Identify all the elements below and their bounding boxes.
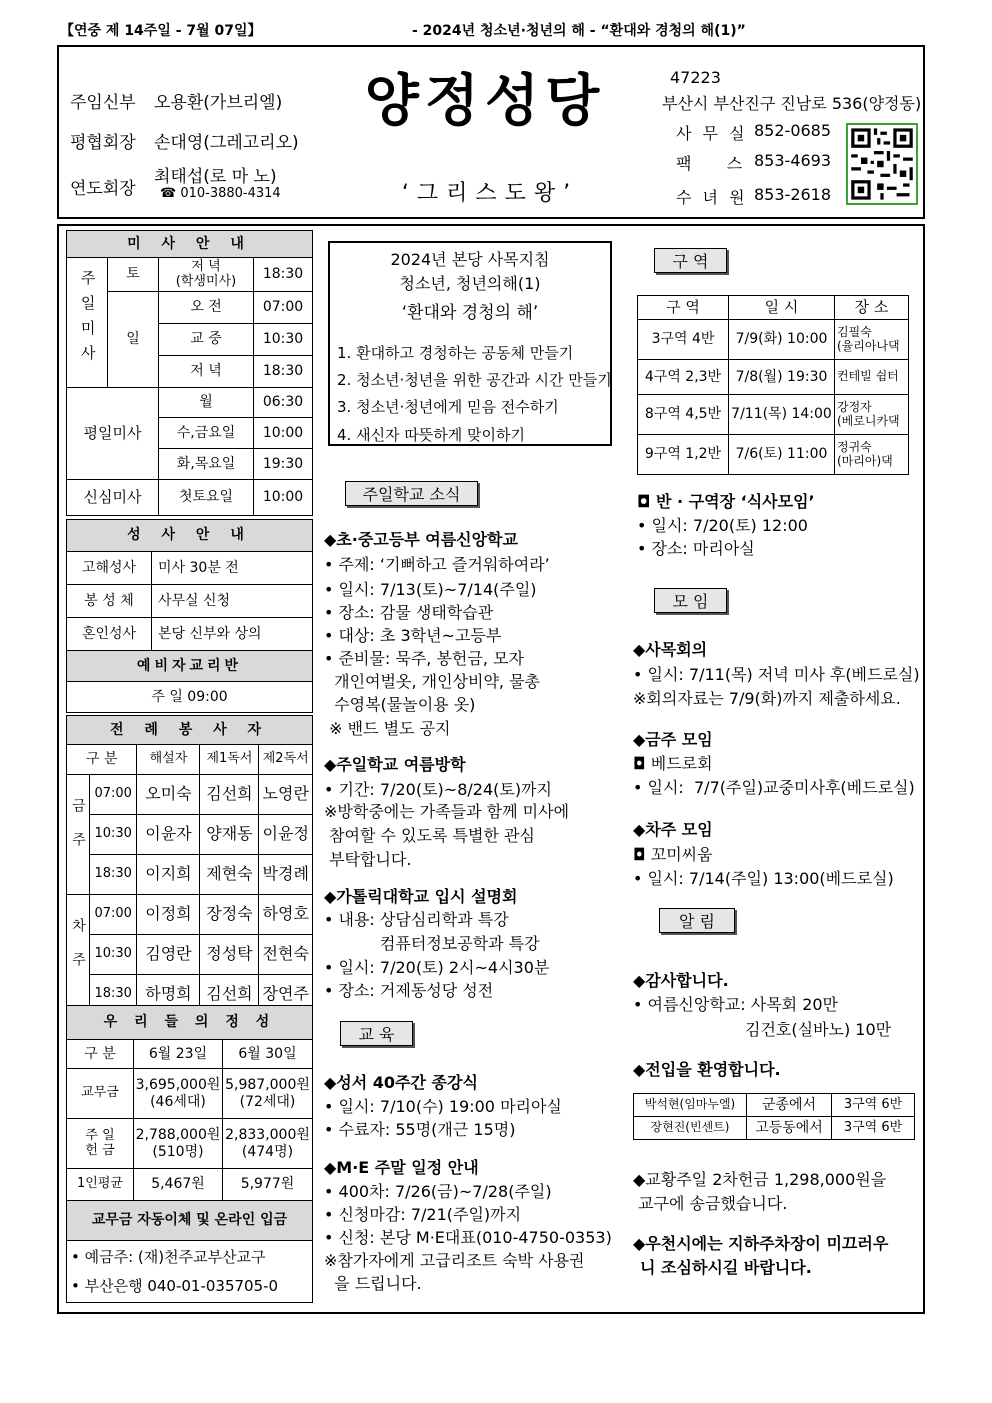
admission-line: • 일시: 7/20(토) 2시~4시30분 xyxy=(324,958,550,977)
district-area: 9구역 1,2반 xyxy=(638,435,729,475)
rain-notice-line: 니 조심하시길 바랍니다. xyxy=(640,1258,812,1277)
camp-line: • 일시: 7/13(토)~7/14(주일) xyxy=(324,580,537,599)
minister-time: 10:30 xyxy=(90,815,137,855)
mass-title: 미 사 안 내 xyxy=(67,231,313,258)
account-holder: • 예금주: (재)천주교부산교구 xyxy=(71,1248,266,1266)
admission-line: • 장소: 거제동성당 성전 xyxy=(324,981,494,1000)
mass-table xyxy=(66,230,313,516)
minister-name: 김선희 xyxy=(200,975,259,1015)
catechumen-time: 주 일 09:00 xyxy=(67,682,313,713)
notice-label: 알 림 xyxy=(659,908,735,933)
policy-title: 2024년 본당 사목지침 xyxy=(390,250,550,269)
next-week-line: • 일시: 7/14(주일) 13:00(베드로실) xyxy=(633,869,894,888)
bible-line: • 수료자: 55명(개근 15명) xyxy=(324,1120,516,1139)
offering-value: 3,695,000원 (46세대) xyxy=(134,1069,223,1119)
offering-value: 5,987,000원 (72세대) xyxy=(223,1069,313,1119)
this-week-line: • 일시: 7/7(주일)교중미사후(베드로실) xyxy=(633,778,915,797)
council-line: • 일시: 7/11(목) 저녁 미사 후(베드로실) xyxy=(633,665,920,684)
me-line: 을 드립니다. xyxy=(324,1274,422,1293)
district-table xyxy=(637,295,909,475)
ministers-header: 해설자 xyxy=(137,745,200,775)
sunday-school-label: 주일학교 소식 xyxy=(345,481,478,506)
weekday-row-name: 월 xyxy=(159,388,254,418)
me-title: ◆M·E 주말 일정 안내 xyxy=(324,1158,479,1177)
mass-row-time: 10:30 xyxy=(254,324,313,356)
offering-value: 2,788,000원 (510명) xyxy=(134,1119,223,1169)
council-title: ◆사목회의 xyxy=(633,640,708,659)
welcome-area: 3구역 6반 xyxy=(832,1117,915,1140)
offering-row-name: 교무금 xyxy=(67,1069,134,1119)
parish-title: 양정성당 xyxy=(364,69,606,134)
group-label-next-week: 차주 xyxy=(70,918,87,987)
contact-number-1: 852-0685 xyxy=(754,121,832,140)
minister-name: 하영호 xyxy=(259,895,313,935)
district-place: 강정자 (베로니카댁 xyxy=(835,395,909,435)
sacrament-value: 미사 30분 전 xyxy=(152,552,313,585)
thanks-title: ◆감사합니다. xyxy=(633,971,729,990)
weekday-mass-label: 평일미사 xyxy=(67,388,159,480)
this-week-line: ◘ 베드로회 xyxy=(633,754,713,773)
welcome-from: 군종에서 xyxy=(747,1094,832,1117)
minister-name: 이윤자 xyxy=(137,815,200,855)
mass-row-time: 18:30 xyxy=(254,258,313,292)
sacrament-value: 본당 신부와 상의 xyxy=(152,618,313,651)
minister-name: 김선희 xyxy=(200,775,259,815)
district-area: 3구역 4반 xyxy=(638,320,729,360)
rain-notice-line: ◆우천시에는 지하주차장이 미끄러우 xyxy=(633,1234,889,1253)
welcome-name: 장현진(빈센트) xyxy=(634,1117,747,1140)
district-area: 8구역 4,5반 xyxy=(638,395,729,435)
minister-name: 김영란 xyxy=(137,935,200,975)
bible-title: ◆성서 40주간 종강식 xyxy=(324,1073,478,1092)
admission-title: ◆가톨릭대학교 입시 설명회 xyxy=(324,887,518,906)
bible-line: • 일시: 7/10(수) 19:00 마리아실 xyxy=(324,1097,562,1116)
policy-slogan: ‘환대와 경청의 해’ xyxy=(401,303,539,323)
welcome-from: 고등동에서 xyxy=(747,1117,832,1140)
mass-row-time: 07:00 xyxy=(254,292,313,324)
district-header: 일 시 xyxy=(729,296,835,320)
mass-row-time: 18:30 xyxy=(254,356,313,388)
offering-value: 2,833,000원 (474명) xyxy=(223,1119,313,1169)
week-label: 【연중 제 14주일 - 7월 07일】 xyxy=(60,23,262,39)
minister-name: 하명희 xyxy=(137,975,200,1015)
welcome-table xyxy=(633,1093,915,1140)
district-header: 구 역 xyxy=(638,296,729,320)
offering-header: 6월 30일 xyxy=(223,1040,313,1069)
minister-time: 07:00 xyxy=(90,775,137,815)
year-theme: - 2024년 청소년·청년의 해 - “환대와 경청의 해(1)” xyxy=(412,23,746,39)
district-place: 김필숙 (율리아나댁 xyxy=(835,320,909,360)
policy-item: 4. 새신자 따뜻하게 맞이하기 xyxy=(337,426,526,444)
ministers-title: 전 례 봉 사 자 xyxy=(67,716,313,745)
policy-subtitle: 청소년, 청년의해(1) xyxy=(399,274,541,293)
contact-label-3: 수 녀 원 xyxy=(676,188,748,207)
address: 부산시 부산진구 진남로 536(양정동) xyxy=(662,94,922,113)
district-date: 7/11(목) 14:00 xyxy=(729,395,835,435)
contact-label-2: 팩 스 xyxy=(676,154,746,173)
district-date: 7/9(화) 10:00 xyxy=(729,320,835,360)
camp-title: ◆초·중고등부 여름신앙학교 xyxy=(324,530,518,549)
offering-header: 구 분 xyxy=(67,1040,134,1069)
education-label: 교 육 xyxy=(340,1021,413,1046)
thanks-line: 김건호(실바노) 10만 xyxy=(745,1020,892,1039)
welcome-area: 3구역 6반 xyxy=(832,1094,915,1117)
offering-table xyxy=(66,1005,313,1303)
camp-line: • 주제: ‘기뻐하고 즐거워하여라’ xyxy=(324,555,550,574)
sunday-label: 일 xyxy=(108,292,159,388)
catechumen-title: 예비자교리반 xyxy=(67,651,313,682)
me-line: • 신청: 본당 M·E대표(010-4750-0353) xyxy=(324,1228,612,1247)
vacation-line: • 기간: 7/20(토)~8/24(토)까지 xyxy=(324,780,552,799)
contact-number-2: 853-4693 xyxy=(754,151,832,170)
minister-name: 노영란 xyxy=(259,775,313,815)
offering-row-name: 1인평균 xyxy=(67,1169,134,1201)
top-line xyxy=(60,20,926,40)
offering-row-name: 주 일 헌 금 xyxy=(67,1119,134,1169)
devotion-mass-label: 신심미사 xyxy=(67,480,159,516)
minister-name: 이지희 xyxy=(137,855,200,895)
minister-name: 정성탁 xyxy=(200,935,259,975)
me-line: • 신청마감: 7/21(주일)까지 xyxy=(324,1205,522,1224)
sunday-mass-label: 주일미사 xyxy=(78,270,97,371)
minister-name: 박경례 xyxy=(259,855,313,895)
bank-account: • 부산은행 040-01-035705-0 xyxy=(71,1276,279,1295)
weekday-row-time: 19:30 xyxy=(254,449,313,480)
staff-role-1: 주임신부 xyxy=(70,93,136,113)
admission-line: • 내용: 상담심리학과 특강 xyxy=(324,910,509,929)
contact-label-1: 사 무 실 xyxy=(676,124,748,143)
ministers-table xyxy=(66,715,313,1015)
welcome-title: ◆전입을 환영합니다. xyxy=(633,1060,781,1079)
staff-phone: ☎ 010-3880-4314 xyxy=(160,186,281,201)
sacrament-value: 사무실 신청 xyxy=(152,585,313,618)
meal-line: • 일시: 7/20(토) 12:00 xyxy=(637,516,808,535)
policy-item: 2. 청소년·청년을 위한 공간과 시간 만들기 xyxy=(337,371,612,389)
offering-title: 우 리 들 의 정 성 xyxy=(67,1006,313,1040)
offering-header: 6월 23일 xyxy=(134,1040,223,1069)
devotion-time: 10:00 xyxy=(254,480,313,516)
contact-number-3: 853-2618 xyxy=(754,185,832,204)
mass-row-name: 교 중 xyxy=(159,324,254,356)
mass-row-name: 오 전 xyxy=(159,292,254,324)
minister-time: 18:30 xyxy=(90,975,137,1015)
camp-line: • 대상: 초 3학년~고등부 xyxy=(324,626,502,645)
saturday-label: 토 xyxy=(108,258,159,292)
postcode: 47223 xyxy=(670,68,721,87)
staff-name-3: 최태섭(로 마 노) xyxy=(154,167,277,187)
minister-time: 10:30 xyxy=(90,935,137,975)
camp-line: ※ 밴드 별도 공지 xyxy=(324,719,451,738)
minister-name: 장연주 xyxy=(259,975,313,1015)
minister-name: 양재동 xyxy=(200,815,259,855)
transfer-title: 교무금 자동이체 및 온라인 입금 xyxy=(67,1201,313,1241)
sacrament-name: 혼인성사 xyxy=(67,618,152,651)
mass-row-name: 저 녁 xyxy=(159,356,254,388)
ministers-header: 제1독서 xyxy=(200,745,259,775)
district-header: 장 소 xyxy=(835,296,909,320)
staff-role-3: 연도회장 xyxy=(70,179,136,199)
camp-line: 수영복(물놀이용 옷) xyxy=(324,695,476,714)
council-line: ※회의자료는 7/9(화)까지 제출하세요. xyxy=(633,689,901,708)
qr-code-icon xyxy=(848,125,916,203)
devotion-name: 첫토요일 xyxy=(159,480,254,516)
minister-time: 07:00 xyxy=(90,895,137,935)
vacation-title: ◆주일학교 여름방학 xyxy=(324,755,466,774)
vacation-line: ※방학중에는 가족들과 함께 미사에 xyxy=(324,802,570,821)
me-line: • 400차: 7/26(금)~7/28(주일) xyxy=(324,1182,552,1201)
ministers-header: 구 분 xyxy=(67,745,137,775)
minister-name: 전현숙 xyxy=(259,935,313,975)
thanks-line: • 여름신앙학교: 사목회 20만 xyxy=(633,995,839,1014)
offering-notice-line: 교구에 송금했습니다. xyxy=(633,1194,788,1213)
ministers-header: 제2독서 xyxy=(259,745,313,775)
meeting-label: 모 임 xyxy=(654,588,727,613)
district-place: 컨테빌 쉼터 xyxy=(835,360,909,395)
camp-line: • 장소: 감물 생태학습관 xyxy=(324,603,494,622)
meal-title: ◘ 반 · 구역장 ‘식사모임’ xyxy=(637,492,815,511)
qr-code[interactable] xyxy=(846,123,918,205)
district-place: 정귀숙 (마리아)댁 xyxy=(835,435,909,475)
staff-role-2: 평협회장 xyxy=(70,133,136,153)
minister-name: 이정희 xyxy=(137,895,200,935)
weekday-row-time: 10:00 xyxy=(254,418,313,449)
staff-name-1: 오용환(가브리엘) xyxy=(154,93,283,113)
vacation-line: 부탁합니다. xyxy=(324,850,412,869)
next-week-title: ◆차주 모임 xyxy=(633,820,713,839)
minister-time: 18:30 xyxy=(90,855,137,895)
offering-notice-line: ◆교황주일 2차헌금 1,298,000원을 xyxy=(633,1170,887,1189)
district-area: 4구역 2,3반 xyxy=(638,360,729,395)
policy-item: 1. 환대하고 경청하는 공동체 만들기 xyxy=(337,344,574,362)
sacrament-name: 고해성사 xyxy=(67,552,152,585)
minister-name: 장정숙 xyxy=(200,895,259,935)
minister-name: 이윤정 xyxy=(259,815,313,855)
policy-item: 3. 청소년·청년에게 믿음 전수하기 xyxy=(337,398,559,416)
parish-motto: ‘그리스도왕’ xyxy=(401,181,579,206)
weekday-row-name: 화,목요일 xyxy=(159,449,254,480)
minister-name: 오미숙 xyxy=(137,775,200,815)
weekday-row-time: 06:30 xyxy=(254,388,313,418)
minister-name: 제현숙 xyxy=(200,855,259,895)
camp-line: 개인여벌옷, 개인상비약, 물총 xyxy=(324,672,540,691)
district-date: 7/8(월) 19:30 xyxy=(729,360,835,395)
weekday-row-name: 수,금요일 xyxy=(159,418,254,449)
sacrament-name: 봉 성 체 xyxy=(67,585,152,618)
this-week-title: ◆금주 모임 xyxy=(633,730,713,749)
sacrament-table xyxy=(66,519,313,713)
mass-row-name: 저 녁 (학생미사) xyxy=(159,258,254,292)
offering-value: 5,467원 xyxy=(134,1169,223,1201)
vacation-line: 참여할 수 있도록 특별한 관심 xyxy=(324,826,535,845)
sacrament-title: 성 사 안 내 xyxy=(67,520,313,552)
meal-line: • 장소: 마리아실 xyxy=(637,539,755,558)
next-week-line: ◘ 꼬미씨움 xyxy=(633,845,713,864)
district-label: 구 역 xyxy=(654,248,727,273)
camp-line: • 준비물: 묵주, 봉헌금, 모자 xyxy=(324,649,524,668)
me-line: ※참가자에게 고급리조트 숙박 사용권 xyxy=(324,1251,585,1270)
district-date: 7/6(토) 11:00 xyxy=(729,435,835,475)
staff-name-2: 손대영(그레고리오) xyxy=(154,133,299,153)
welcome-name: 박석현(임마누엘) xyxy=(634,1094,747,1117)
admission-line: 컴퓨터정보공학과 특강 xyxy=(324,934,540,953)
offering-value: 5,977원 xyxy=(223,1169,313,1201)
group-label-this-week: 금주 xyxy=(70,798,87,867)
